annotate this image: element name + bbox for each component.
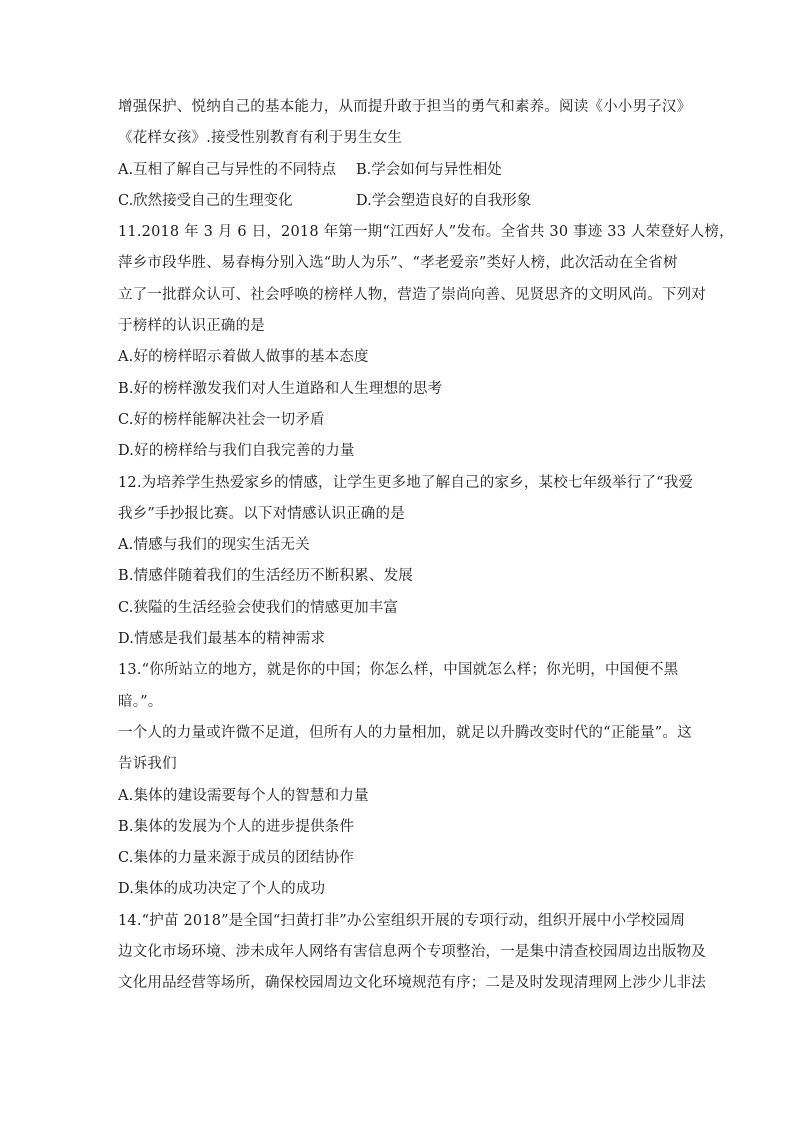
q10-options-row-1 — [118, 160, 678, 180]
q13-stem-line: 一个人的力量或许微不足道，但所有人的力量相加，就足以升腾改变时代的“正能量”。这 — [118, 724, 692, 741]
q10-option-d: D.学会塑造良好的自我形象 — [356, 192, 532, 209]
q13-option-a: A.集体的建设需要每个人的智慧和力量 — [118, 787, 369, 804]
q13-option-b: B.集体的发展为个人的进步提供条件 — [118, 818, 355, 835]
q14-stem-line: 14.“护苗 2018”是全国“扫黄打非”办公室组织开展的专项行动，组织开展中小学校园周 — [118, 912, 686, 929]
q12-option-c: C.狭隘的生活经验会使我们的情感更加丰富 — [118, 599, 399, 616]
text-line: 增强保护、悦纳自己的基本能力，从而提升敢于担当的勇气和素养。阅读《小小男子汉》 — [118, 99, 692, 115]
q11-option-c: C.好的榜样能解决社会一切矛盾 — [118, 411, 325, 428]
q10-option-b: B.学会如何与异性相处 — [356, 161, 502, 178]
q12-stem-line: 我乡”手抄报比赛。以下对情感认识正确的是 — [118, 505, 405, 522]
q11-option-b: B.好的榜样激发我们对人生道路和人生理想的思考 — [118, 380, 443, 397]
q11-stem-line: 11.2018 年 3 月 6 日，2018 年第一期“江西好人”发布。全省共 30 事迹 33 人荣登好人榜， — [118, 224, 734, 241]
q11-stem-line: 于榜样的认识正确的是 — [118, 318, 265, 335]
q13-stem-line: 13.“你所站立的地方，就是你的中国；你怎么样，中国就怎么样；你光明，中国便不黑 — [118, 662, 679, 679]
q13-stem-line: 告诉我们 — [118, 756, 177, 773]
q13-stem-line: 暗。”。 — [118, 693, 163, 710]
q12-option-a: A.情感与我们的现实生活无关 — [118, 537, 310, 554]
text-line: 《花样女孩》.接受性别教育有利于男生女生 — [118, 130, 403, 147]
q13-option-c: C.集体的力量来源于成员的团结协作 — [118, 850, 355, 867]
q13-option-d: D.集体的成功决定了个人的成功 — [118, 881, 326, 898]
q12-option-d: D.情感是我们最基本的精神需求 — [118, 631, 326, 648]
q12-stem-line: 12.为培养学生热爱家乡的情感，让学生更多地了解自己的家乡，某校七年级举行了“我爱 — [118, 474, 694, 491]
q10-options-row-2 — [118, 191, 678, 211]
q12-option-b: B.情感伴随着我们的生活经历不断积累、发展 — [118, 568, 413, 585]
q10-option-a: A.互相了解自己与异性的不同特点 — [118, 161, 337, 178]
q11-option-d: D.好的榜样给与我们自我完善的力量 — [118, 443, 355, 460]
q11-stem-line: 立了一批群众认可、社会呼唤的榜样人物，营造了崇尚向善、见贤思齐的文明风尚。下列对 — [118, 286, 706, 303]
q10-option-c: C.欣然接受自己的生理变化 — [118, 192, 293, 209]
q11-option-a: A.好的榜样昭示着做人做事的基本态度 — [118, 349, 369, 366]
document-page — [118, 97, 734, 1005]
q11-stem-line: 萍乡市段华胜、易春梅分别入选“助人为乐”、“孝老爱亲”类好人榜，此次活动在全省树 — [118, 255, 678, 272]
q14-stem-line: 边文化市场环境、涉未成年人网络有害信息两个专项整治，一是集中清查校园周边出版物及 — [118, 944, 706, 961]
q14-stem-line: 文化用品经营等场所，确保校园周边文化环境规范有序；二是及时发现清理网上涉少儿非法 — [118, 975, 706, 992]
